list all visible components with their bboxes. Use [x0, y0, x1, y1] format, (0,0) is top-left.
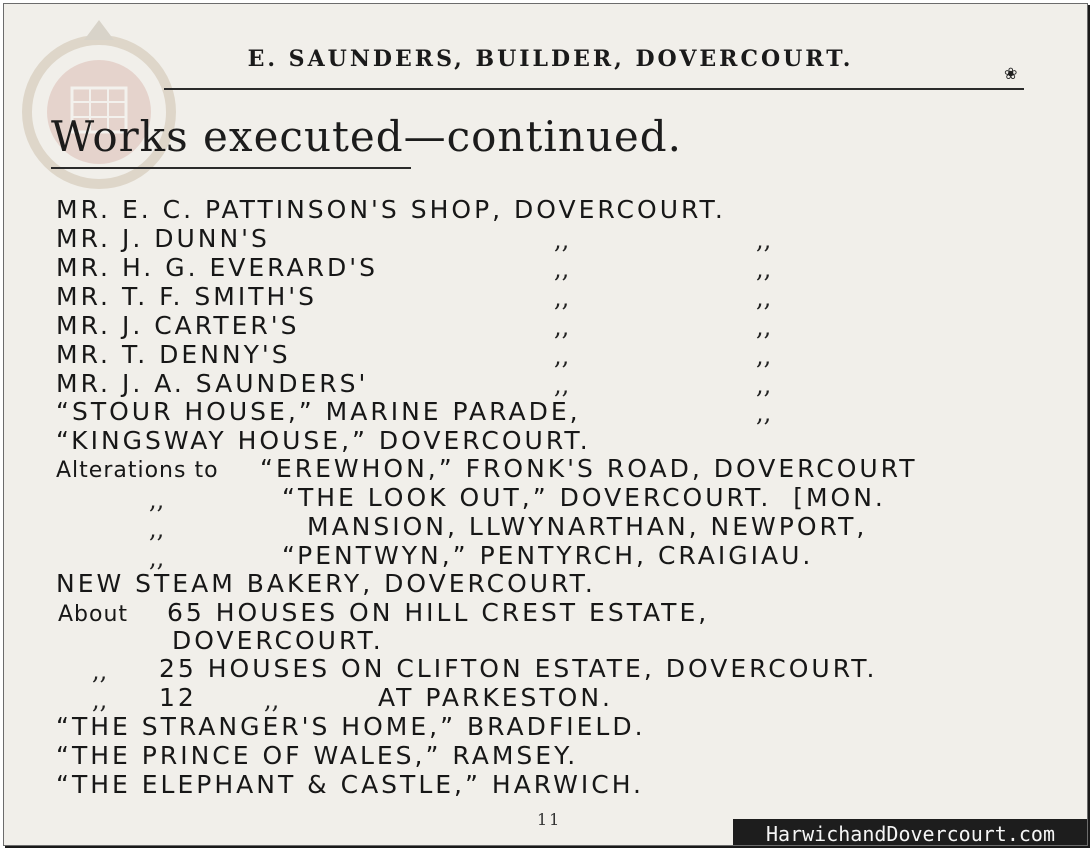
entry-line: AT PARKESTON.	[378, 683, 613, 712]
ornament-icon: ❀	[1004, 64, 1018, 83]
entry-line: “THE STRANGER'S HOME,” BRADFIELD.	[56, 712, 646, 741]
entry-line: MR. T. F. SMITH'S	[56, 282, 318, 311]
section-title: Works executed—continued.	[51, 112, 682, 161]
entry-line: MR. T. DENNY'S	[56, 340, 291, 369]
entry-label: About	[58, 602, 129, 627]
entry-line: MR. J. DUNN'S	[56, 224, 270, 253]
entry-line: “THE LOOK OUT,” DOVERCOURT. [MON.	[282, 483, 886, 512]
entry-line: MR. J. CARTER'S	[56, 311, 300, 340]
entry-line: “KINGSWAY HOUSE,” DOVERCOURT.	[56, 426, 591, 455]
ditto-mark: ,,	[149, 544, 165, 572]
document-page	[3, 3, 1088, 846]
ditto-mark: ,,	[756, 255, 772, 283]
entry-line: “PENTWYN,” PENTYRCH, CRAIGIAU.	[282, 541, 814, 570]
ditto-mark: ,,	[756, 342, 772, 370]
page-header: E. SAUNDERS, BUILDER, DOVERCOURT.	[247, 46, 854, 72]
entry-line: 25 HOUSES ON CLIFTON ESTATE, DOVERCOURT.	[159, 654, 878, 683]
entry-line: “STOUR HOUSE,” MARINE PARADE,	[56, 397, 581, 426]
ditto-mark: ,,	[554, 371, 570, 399]
ditto-mark: ,,	[149, 515, 165, 543]
entry-line: 65 HOUSES ON HILL CREST ESTATE,	[167, 598, 710, 627]
entry-line: DOVERCOURT.	[172, 626, 384, 655]
header-rule	[164, 88, 1024, 90]
entry-line: MR. J. A. SAUNDERS'	[56, 369, 369, 398]
entry-line: MR. E. C. PATTINSON'S SHOP, DOVERCOURT.	[56, 195, 726, 224]
entry-line: NEW STEAM BAKERY, DOVERCOURT.	[56, 569, 596, 598]
ditto-mark: ,,	[554, 313, 570, 341]
ditto-mark: ,,	[756, 226, 772, 254]
ditto-mark: ,,	[92, 657, 108, 685]
ditto-mark: ,,	[756, 284, 772, 312]
ditto-mark: ,,	[756, 313, 772, 341]
title-underline	[51, 167, 411, 169]
entry-line: “THE ELEPHANT & CASTLE,” HARWICH.	[56, 770, 645, 799]
ditto-mark: ,,	[149, 486, 165, 514]
site-watermark: HarwichandDovercourt.com	[733, 819, 1088, 846]
entry-line: 12	[159, 683, 197, 712]
page-number: 11	[537, 810, 562, 829]
ditto-mark: ,,	[554, 342, 570, 370]
entry-line: MANSION, LLWYNARTHAN, NEWPORT,	[307, 512, 868, 541]
ditto-mark: ,,	[554, 255, 570, 283]
crest-watermark-icon	[14, 12, 184, 202]
entry-line: MR. H. G. EVERARD'S	[56, 253, 378, 282]
entry-line: “THE PRINCE OF WALES,” RAMSEY.	[56, 741, 579, 770]
ditto-mark: ,,	[264, 686, 280, 714]
ditto-mark: ,,	[756, 371, 772, 399]
ditto-mark: ,,	[554, 226, 570, 254]
entry-line: “EREWHON,” FRONK'S ROAD, DOVERCOURT	[260, 454, 918, 483]
ditto-mark: ,,	[756, 399, 772, 427]
ditto-mark: ,,	[554, 284, 570, 312]
entry-label: Alterations to	[56, 458, 219, 483]
ditto-mark: ,,	[92, 686, 108, 714]
